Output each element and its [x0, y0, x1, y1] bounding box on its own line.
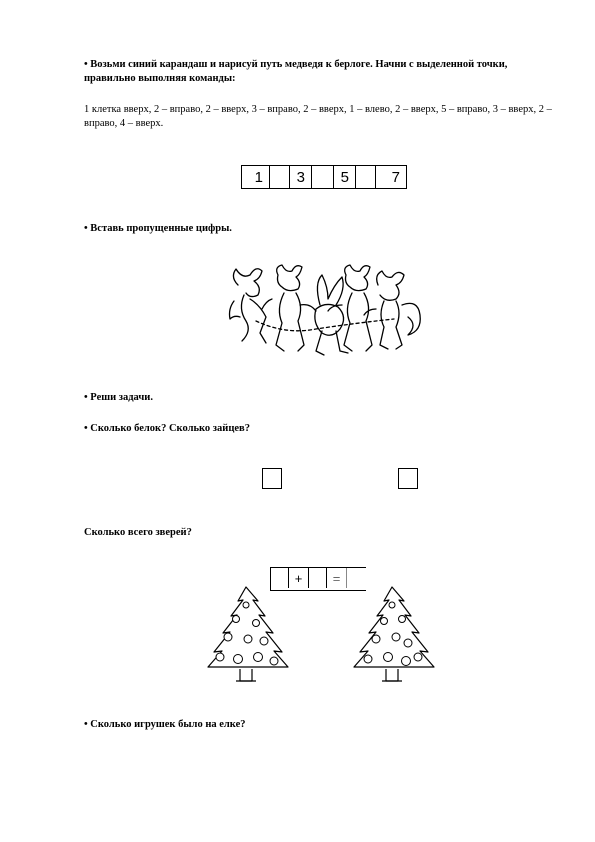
- number-sequence-row: [241, 165, 407, 189]
- hares-answer-box[interactable]: [398, 468, 418, 489]
- christmas-tree-right-illustration: [352, 585, 432, 685]
- animals-dance-illustration: [226, 265, 422, 361]
- number-cell: 7: [391, 168, 400, 186]
- equation-cell-empty[interactable]: [309, 568, 327, 588]
- task3-question1: • Сколько белок? Сколько зайцев?: [84, 423, 250, 434]
- number-cell: 3: [290, 166, 312, 188]
- task4-question: • Сколько игрушек было на елке?: [84, 719, 246, 730]
- task3-question2: Сколько всего зверей?: [84, 527, 192, 538]
- task1-commands: 1 клетка вверх, 2 – вправо, 2 – вверх, 3 – вправо, 2 – вверх, 1 – влево, 2 – вверх, 5 – вправо, 3 – вверх, 2 – вправо, 4 – вверх.: [84, 104, 552, 129]
- number-cell-empty[interactable]: [270, 166, 290, 188]
- equation-plus: +: [289, 568, 309, 588]
- task2-instruction: • Вставь пропущенные цифры.: [84, 223, 232, 234]
- number-cell-empty[interactable]: [312, 166, 334, 188]
- squirrels-answer-box[interactable]: [262, 468, 282, 489]
- number-cell-empty[interactable]: [356, 166, 376, 188]
- task1-instruction: • Возьми синий карандаш и нарисуй путь медведя к берлоге. Начни с выделенной точки, правильно выполняя команды:: [84, 59, 508, 84]
- number-cell: 1: [242, 166, 270, 188]
- christmas-tree-left-illustration: [206, 585, 286, 685]
- number-cell: 5: [334, 166, 356, 188]
- equation-equals: =: [327, 568, 347, 588]
- task3-instruction: • Реши задачи.: [84, 392, 153, 403]
